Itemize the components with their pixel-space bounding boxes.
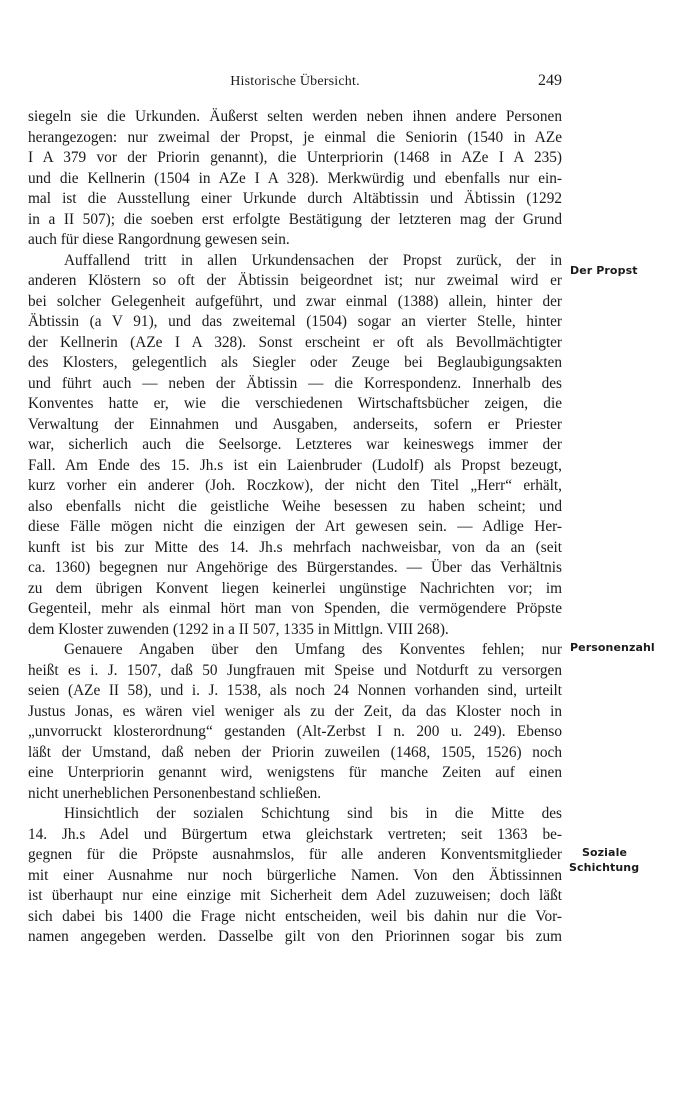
- text-line: auch für diese Rangordnung gewesen sein.: [28, 231, 290, 248]
- running-header: [28, 74, 562, 96]
- text-line: mal ist die Ausstellung einer Urkunde durch Altäbtissin und Äbtissin (1292: [28, 190, 562, 207]
- text-line: diese Fälle mögen nicht die einzigen der Art gewesen sein. — Adlige Her-: [28, 518, 562, 535]
- text-line: kurz vorher ein anderer (Joh. Roczkow), der nicht den Titel „Herr“ erhält,: [28, 477, 562, 494]
- text-line: 14. Jh.s Adel und Bürgertum etwa gleichstark vertreten; seit 1363 be-: [28, 825, 562, 843]
- margin-note-schichtung: Schichtung: [569, 861, 640, 874]
- page-number: 249: [538, 72, 562, 89]
- text-line: ca. 1360) begegnen nur Angehörige des Bürgerstandes. — Über das Verhältnis: [28, 559, 562, 576]
- text-line: dem Kloster zuwenden (1292 in a II 507, 1335 in Mittlgn. VIII 268).: [28, 620, 449, 638]
- text-line: Verwaltung der Einnahmen und Ausgaben, anderseits, sofern er Priester: [28, 415, 562, 433]
- text-line: bei solcher Gelegenheit aufgeführt, und zwar einmal (1388) allein, hinter der: [28, 292, 562, 310]
- text-line: der Kellnerin (AZe I A 328). Sonst erscheint er oft als Bevollmächtigter: [28, 333, 562, 351]
- text-line: in a II 507); die soeben erst erfolgte Bestätigung der letzteren mag der Grund: [28, 210, 562, 228]
- text-line: kunft ist bis zur Mitte des 14. Jh.s mehrfach nachweisbar, von da an (seit: [28, 538, 562, 556]
- text-line: Konventes hatte er, wie die verschiedenen Wirtschaftsbücher zeigen, die: [28, 395, 562, 412]
- margin-note-personenzahl: Personenzahl: [570, 641, 655, 654]
- text-line: Auffallend tritt in allen Urkundensachen der Propst zurück, der in: [64, 251, 562, 269]
- text-line: nicht unerheblichen Personenbestand schließen.: [28, 784, 322, 802]
- text-line: also ebenfalls nicht die geistliche Weihe besessen zu haben scheint; und: [28, 497, 562, 515]
- text-line: des Klosters, gelegentlich als Siegler oder Zeuge bei Beglaubigungsakten: [28, 354, 562, 371]
- margin-note-propst: Der Propst: [570, 264, 638, 277]
- text-line: und die Kellnerin (1504 in AZe I A 328). Merkwürdig und ebenfalls nur ein-: [28, 169, 562, 187]
- text-line: Äbtissin (a V 91), und das zweitemal (1504) sogar an vierter Stelle, hinter: [28, 313, 562, 330]
- text-line: Justus Jonas, es wären viel weniger als zu der Zeit, da das Kloster noch in: [28, 702, 562, 720]
- body-text: [28, 107, 562, 948]
- text-line: Hinsichtlich der sozialen Schichtung sind bis in die Mitte des: [64, 805, 562, 822]
- header-title: Historische Übersicht.: [230, 74, 360, 89]
- text-line: war, sicherlich auch die Seelsorge. Letzteres war keineswegs immer der: [28, 436, 562, 453]
- text-line: läßt der Umstand, daß neben der Priorin zuweilen (1468, 1505, 1526) noch: [28, 743, 562, 761]
- text-line: und führt auch — neben der Äbtissin — die Korrespondenz. Innerhalb des: [28, 374, 562, 392]
- text-line: Gegenteil, mehr als einmal hört man von Spenden, die vermögendere Pröpste: [28, 600, 562, 617]
- text-line: heißt es i. J. 1507, daß 50 Jungfrauen mit Speise und Notdurft zu versorgen: [28, 661, 562, 679]
- text-line: sich dabei bis 1400 die Frage nicht entscheiden, weil bis dahin nur die Vor-: [28, 907, 562, 925]
- text-line: namen angegeben werden. Dasselbe gilt von den Priorinnen sogar bis zum: [28, 928, 562, 945]
- text-line: siegeln sie die Urkunden. Äußerst selten werden neben ihnen andere Personen: [28, 108, 562, 125]
- text-line: herangezogen: nur zweimal der Propst, je einmal die Seniorin (1540 in AZe: [28, 128, 562, 146]
- text-line: zu dem übrigen Konvent liegen keinerlei ungünstige Nachrichten vor; im: [28, 579, 562, 597]
- text-line: seien (AZe II 58), und i. J. 1538, als noch 24 Nonnen vorhanden sind, urteilt: [28, 682, 562, 699]
- text-line: ist überhaupt nur eine einzige mit Sicherheit dem Adel zuzuweisen; doch läßt: [28, 887, 562, 904]
- text-line: Fall. Am Ende des 15. Jh.s ist ein Laienbruder (Ludolf) als Propst bezeugt,: [28, 456, 562, 474]
- text-line: Genauere Angaben über den Umfang des Konventes fehlen; nur: [64, 641, 562, 658]
- text-line: gegnen für die Pröpste ausnahmslos, für alle anderen Konventsmitglieder: [28, 846, 562, 863]
- text-line: I A 379 vor der Priorin genannt), die Unterpriorin (1468 in AZe I A 235): [28, 149, 562, 166]
- text-line: mit einer Ausnahme nur noch bürgerliche Namen. Von den Äbtissinnen: [28, 866, 562, 884]
- margin-note-soziale: Soziale: [582, 846, 628, 859]
- text-line: eine Unterpriorin genannt wird, wenigstens für manche Zeiten auf einen: [28, 764, 562, 781]
- text-line: anderen Klöstern so oft der Äbtissin beigeordnet ist; nur zweimal wird er: [28, 272, 562, 289]
- text-line: „unvorruckt klosterordnung“ gestanden (Alt-Zerbst I n. 200 u. 249). Ebenso: [28, 723, 562, 740]
